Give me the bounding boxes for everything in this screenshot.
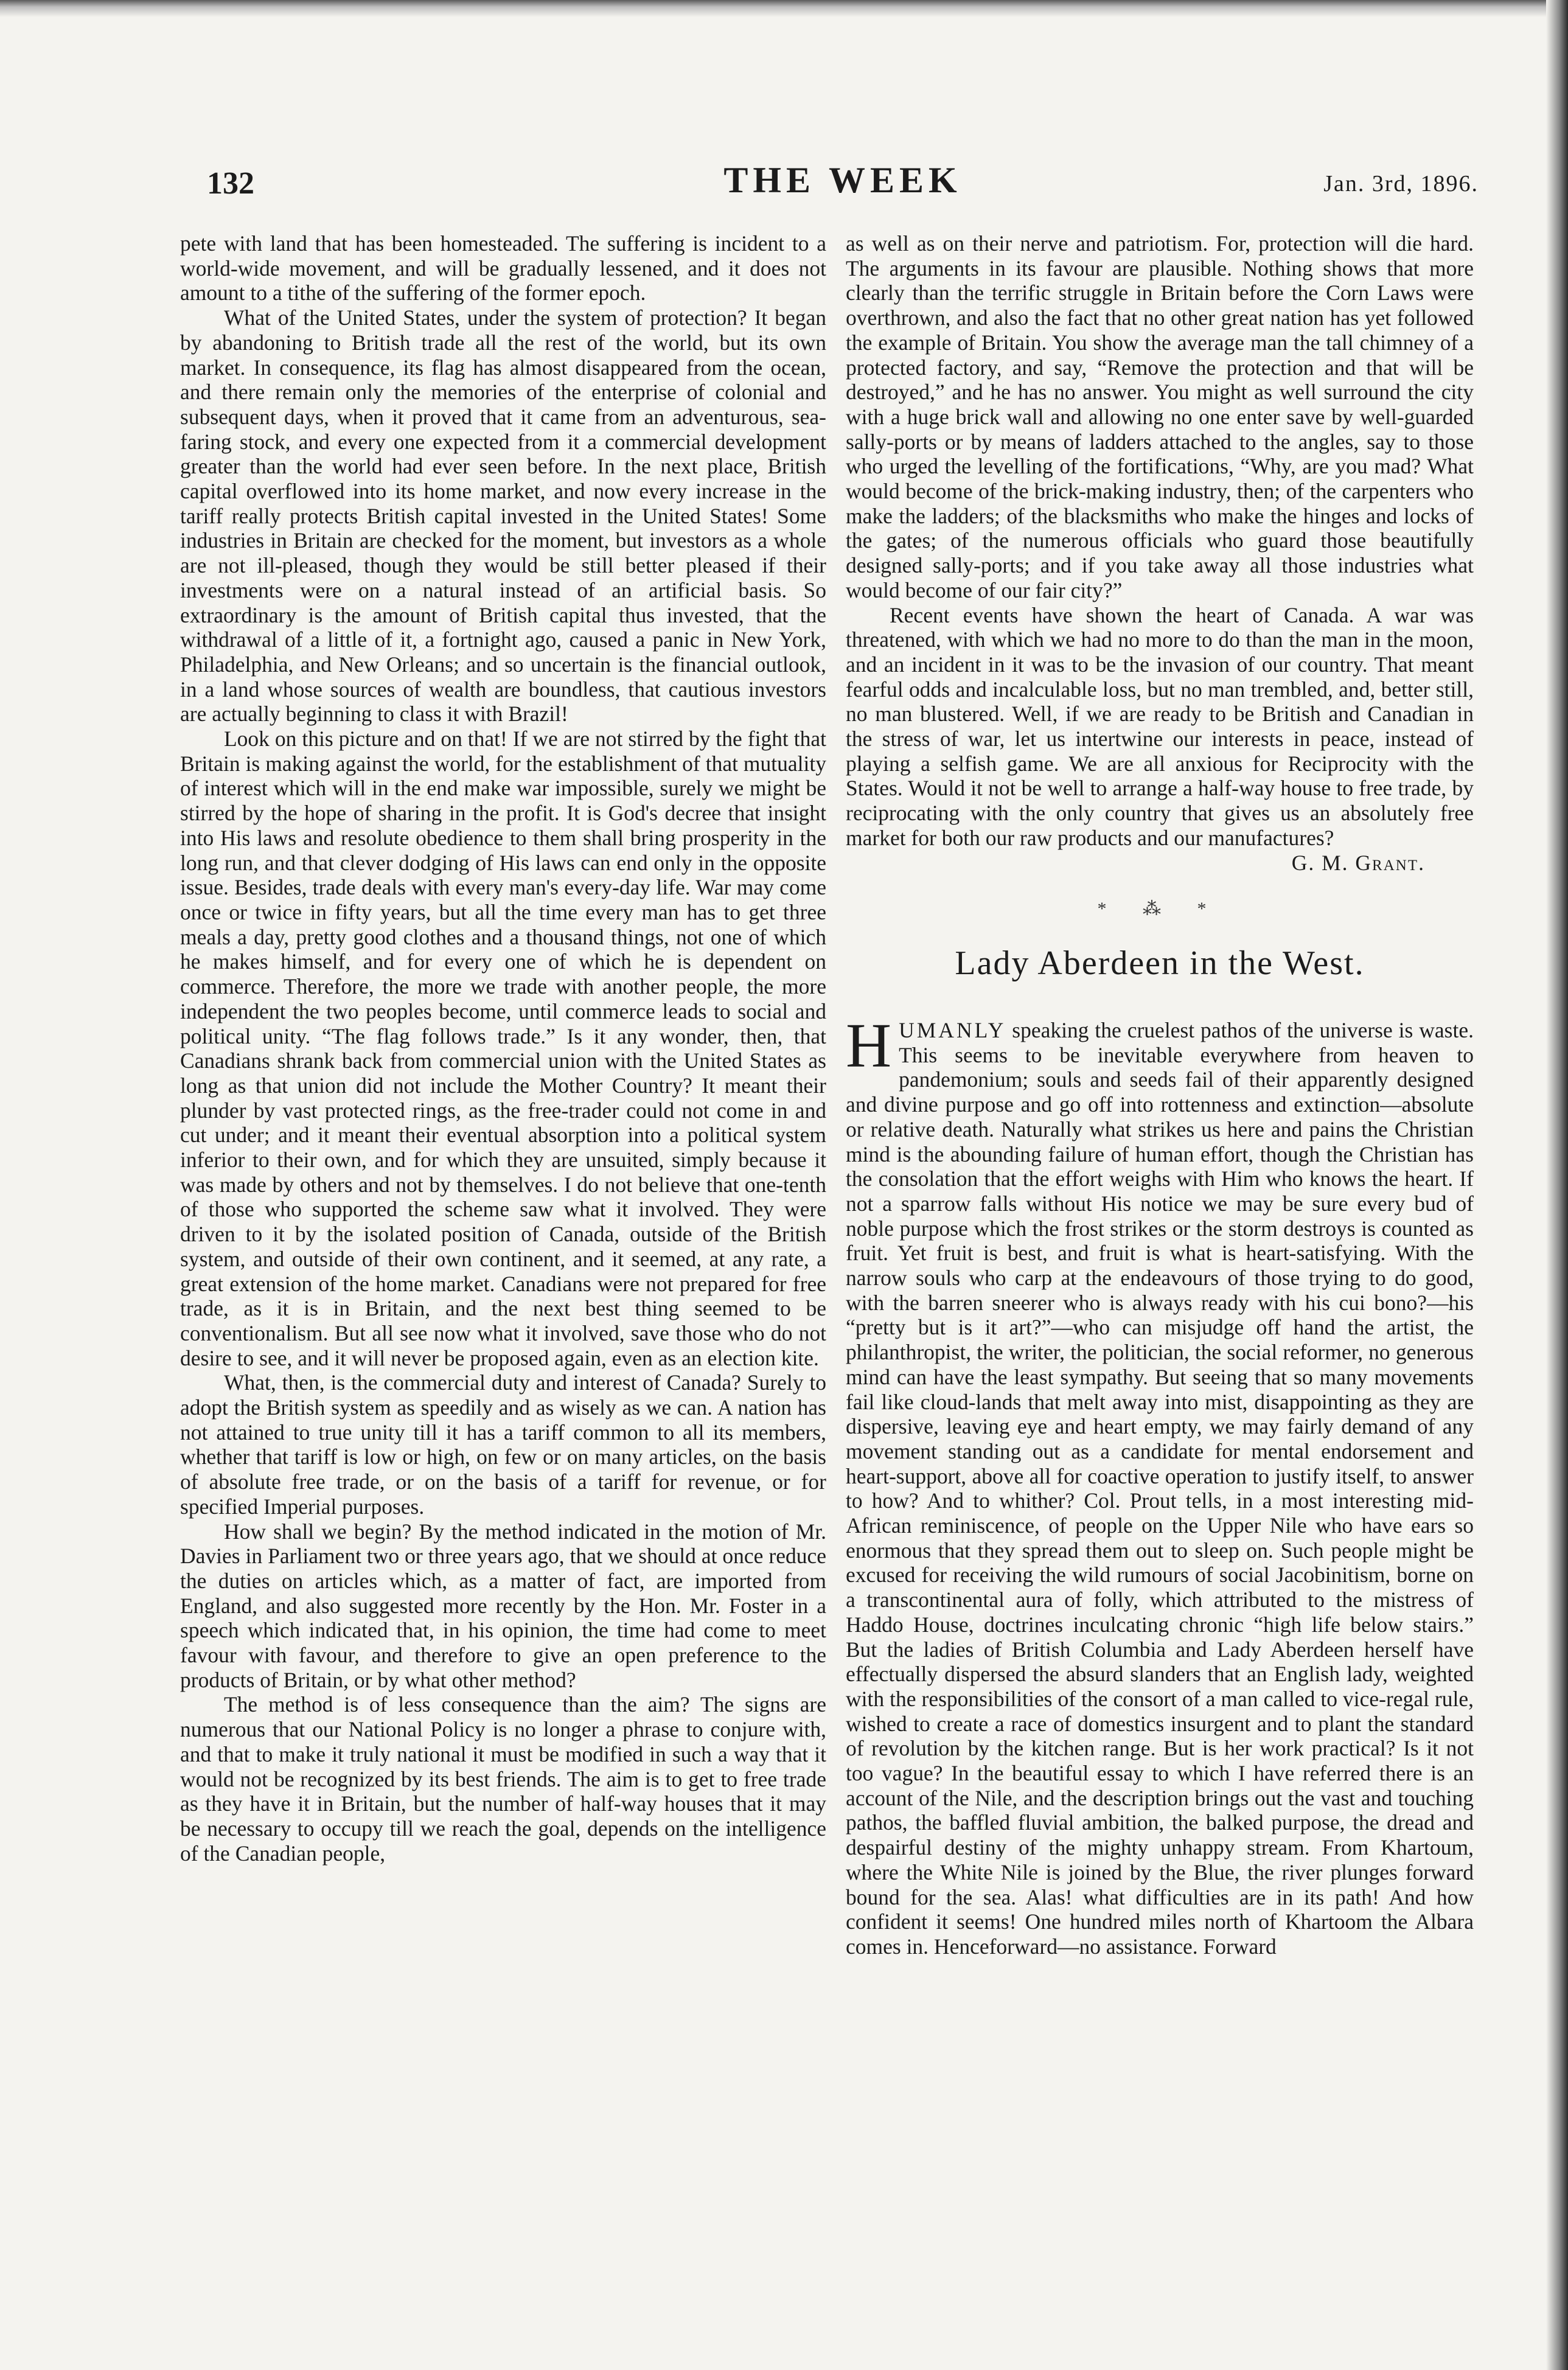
right-column (846, 231, 1474, 2276)
top-edge-rule (0, 0, 1568, 17)
article-title: Lady Aberdeen in the West. (955, 944, 1365, 982)
paragraph: as well as on their nerve and patriotism. For, protection will die hard. The arguments in its favour are plausible. Nothing shows that more clearly than the terrific struggle in Britain before the Corn Laws were overthrown, and also the fact that no other great nation has yet followed the example of Britain. You show the average man the tall chimney of a protected factory, and say, “Remove the protection and that will be destroyed,” and he has no answer. You might as well surround the city with a huge brick wall and allowing no one enter save by well-guarded sally-ports or by means of ladders attached to the angles, say to those who urged the levelling of the fortifications, “Why, are you mad? What would become of the brick-making industry, then; of the carpenters who make the ladders; of the blacksmiths who make the hinges and locks of the gates; of the numerous officials who guard those beautifully designed sally-ports; and if you take away all those industries what would become of our fair city?” (846, 231, 1474, 602)
paragraph: The method is of less consequence than the aim? The signs are numerous that our National Policy is no longer a phrase to conjure with, and that to make it truly national it must be modified in such a way that it would not be recognized by its best friends. The aim is to get to free trade as they have it in Britain, but the number of half-way houses that it may be necessary to occupy till we reach the goal, depends on the intelligence of the Canadian people, (180, 1692, 826, 1866)
page-number: 132 (207, 166, 254, 201)
page-binding-edge (1546, 0, 1568, 2370)
paragraph: What of the United States, under the system of protection? It began by abandoning to British trade all the rest of the world, but its own market. In consequence, its flag has almost disappeared from the ocean, and there remain only the memories of the enterprise of colonial and subsequent days, when it proved that it came from an adventurous, sea-faring stock, and every one expected from it a commercial development greater than the world had ever seen before. In the next place, British capital overflowed into its home market, and now every increase in the tariff really protects British capital invested in the United States! Some industries in Britain are checked for the moment, but investors as a whole are not ill-pleased, though they would be still better pleased if their investments were on a natural instead of an artificial basis. So extraordinary is the amount of British capital thus invested, that the withdrawal of a little of it, a fortnight ago, caused a panic in New York, Philadelphia, and New Orleans; and so uncertain is the financial outlook, in a land whose sources of wealth are boundless, that cautious investors are actually beginning to class it with Brazil! (180, 305, 826, 727)
drop-cap: H (846, 1010, 892, 1081)
paragraph: How shall we begin? By the method indicated in the motion of Mr. Davies in Parliament two or three years ago, that we should at once reduce the duties on articles which, as a matter of fact, are imported from England, and also suggested more recently by the Hon. Mr. Foster in a speech which indicated that, in his opinion, the time had come to meet favour with favour, and therefore to give an open preference to the products of Britain, or by what other method? (180, 1519, 826, 1692)
article-body-text: speaking the cruelest pathos of the universe is waste. This seems to be inevitable everywhere from heaven to pandemonium; souls and seeds fail of their apparently designed and divine purpose and go off into rottenness and extinction—absolute or relative death. Naturally what strikes us here and pains the Christian mind is the abounding failure of human effort, though the Christian has the consolation that the effort weighs with Him who knows the heart. If not a sparrow falls without His notice we may be sure every bud of noble purpose which the frost strikes or the storm destroys is counted as fruit. Yet fruit is best, and fruit is what is heart-satisfying. With the narrow souls who carp at the endeavours of those trying to do good, with the barren sneerer who is always ready with his cui bono?—his “pretty but is it art?”—who can misjudge off hand the artist, the philanthropist, the writer, the politician, the social reformer, no generous mind can have the least sympathy. But seeing that so many movements fail like cloud-lands that melt away into mist, disappointing as they are dispersive, leaving eye and heart empty, we may fairly demand of any movement standing out as a candidate for mental endorsement and heart-support, above all for coactive operation to justify itself, to answer to how? And to whither? Col. Prout tells, in a most interesting mid-African reminiscence, of people on the Upper Nile who have ears so enormous that they spread them out to sleep on. Such people might be excused for receiving the wild rumours of social Jacobinitism, borne on a transcontinental aura of folly, which attributed to the mistress of Haddo House, doctrines inculcating chronic “high life below stairs.” But the ladies of British Columbia and Lady Aberdeen herself have effectually dispersed the absurd slanders that an English lady, weighted with the responsibilities of the consort of a man called to vice-regal rule, wished to create a race of domestics insurgent and to plant the standard of revolution by the kitchen range. But is her work practical? Is it not too vague? In the beautiful essay to which I have referred there is an account of the Nile, and the description brings out the vast and touching pathos, the baffled fluvial ambition, the balked purpose, the dread and despairful destiny of the mighty unhappy stream. From Khartoum, where the White Nile is joined by the Blue, the river plunges forward bound for the sea. Alas! what difficulties are in its path! And how confident it seems! One hundred miles north of Khartoom the Albara comes in. Henceforward—no assistance. Forward (846, 1017, 1474, 1959)
paragraph: Recent events have shown the heart of Canada. A war was threatened, with which we had no more to do than the man in the moon, and an incident in it was to be the invasion of our country. That meant fearful odds and incalculable loss, but no man trembled, and, better still, no man blustered. Well, if we are ready to be British and Canadian in the stress of war, let us intertwine our interests in peace, instead of playing a selfish game. We are all anxious for Reciprocity with the States. Would it not be well to arrange a half-way house to free trade, by reciprocating with the only country that gives us an absolutely free market for both our raw products and our manufactures? (846, 602, 1474, 850)
left-column (180, 231, 826, 2276)
issue-date: Jan. 3rd, 1896. (1323, 171, 1479, 197)
page-header (207, 159, 1479, 208)
paragraph: pete with land that has been homesteaded. The suffering is incident to a world-wide movement, and will be gradually lessened, and it does not amount to a tithe of the suffering of the former epoch. (180, 231, 826, 305)
author-signature: G. M. Grant. (1291, 850, 1425, 875)
article-first-word: UMANLY (899, 1017, 1006, 1042)
journal-title: THE WEEK (723, 160, 962, 200)
section-ornament: * ⁂ * (1097, 899, 1222, 919)
paragraph: Look on this picture and on that! If we are not stirred by the fight that Britain is making against the world, for the establishment of that mutuality of interest which will in the end make war impossible, surely we might be stirred by the hope of sharing in the profit. It is God's decree that insight into His laws and resolute obedience to them shall bring prosperity in the long run, and that clever dodging of His laws can end only in the opposite issue. Besides, trade deals with every man's every-day life. War may come once or twice in fifty years, but all the time every man has to get three meals a day, pretty good clothes and a thousand things, not one of which he makes himself, and for every one of which he is dependent on commerce. Therefore, the more we trade with another people, the more independent the two peoples become, until commerce leads to social and political unity. “The flag follows trade.” Is it any wonder, then, that Canadians shrank back from commercial union with the United States as long as that union did not include the Mother Country? It meant their plunder by vast protected rings, as the free-trader could not come in and cut under; and it meant their eventual absorption into a political system inferior to their own, and for which they are unsuited, simply because it was made by others and not by themselves. I do not believe that one-tenth of those who supported the scheme saw what it involved. They were driven to it by the isolated position of Canada, outside of the British system, and outside of their own continent, and it seemed, at any rate, a great extension of the home market. Canadians were not prepared for free trade, as it is in Britain, and the next best thing seemed to be conventionalism. But all see now what it involved, save those who do not desire to see, and it will never be proposed again, even as an election kite. (180, 727, 826, 1370)
article-paragraph (846, 1010, 1474, 1959)
paragraph: What, then, is the commercial duty and interest of Canada? Surely to adopt the British system as speedily and as wisely as we can. A nation has not attained to true unity till it has a tariff common to all its members, whether that tariff is low or high, on few or on many articles, on the basis of absolute free trade, or on the basis of a tariff for revenue, or for specified Imperial purposes. (180, 1370, 826, 1519)
